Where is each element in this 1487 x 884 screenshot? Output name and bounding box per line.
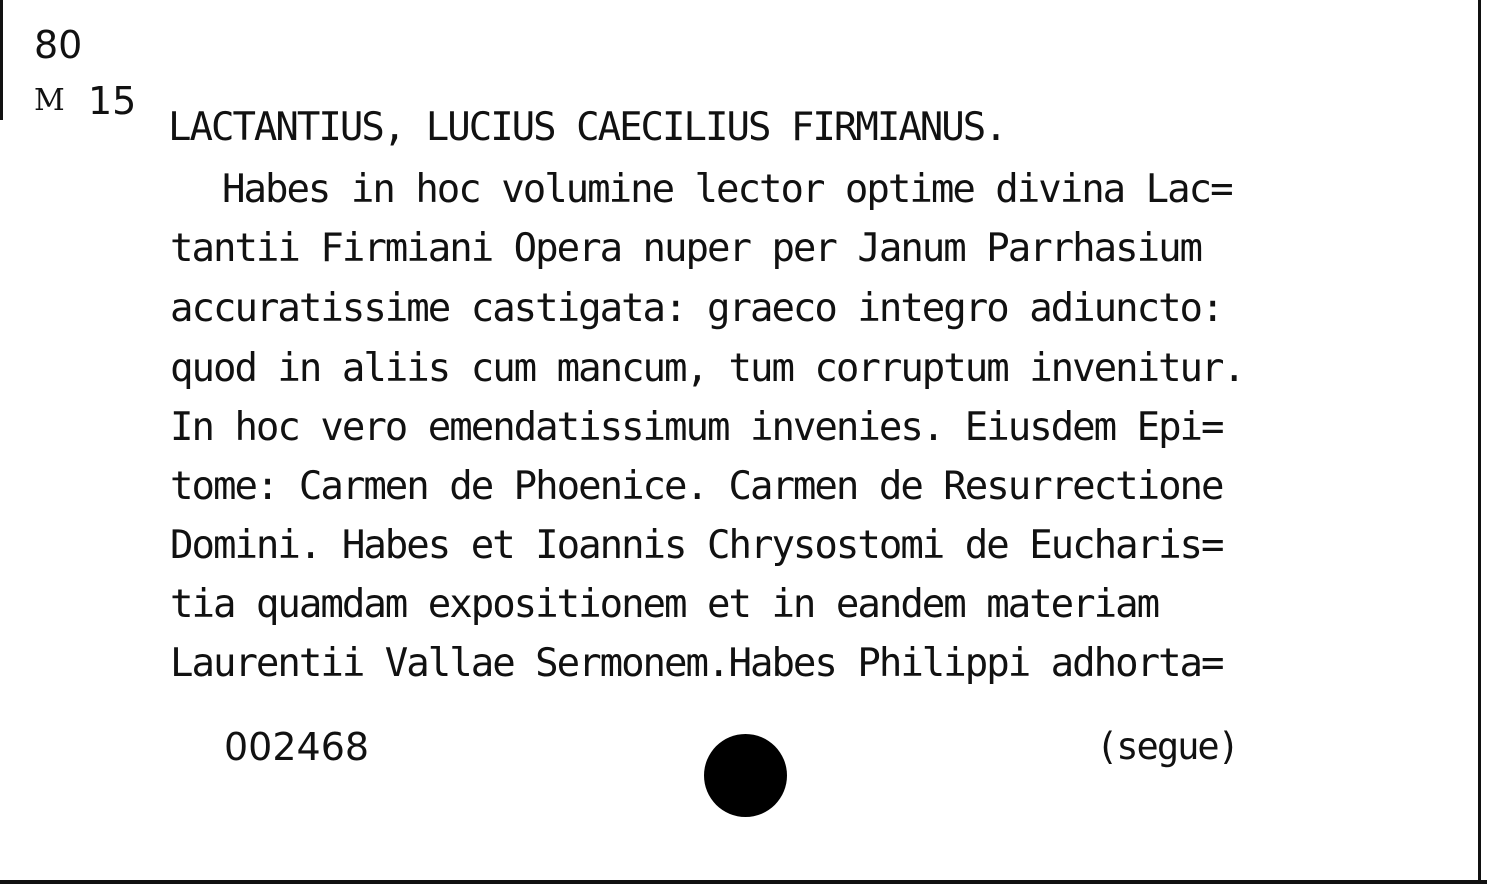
title-line: Laurentii Vallae Sermonem.Habes Philippi adhorta= (170, 641, 1223, 686)
card-number: 002468 (224, 725, 370, 769)
card-edge-left (0, 0, 3, 120)
card-edge-bottom (0, 880, 1487, 884)
shelfmark-number: 15 (88, 79, 137, 123)
title-line: tome: Carmen de Phoenice. Carmen de Resurrectione (170, 464, 1223, 509)
title-line: accuratissime castigata: graeco integro adiuncto: (170, 286, 1223, 331)
title-line: quod in aliis cum mancum, tum corruptum invenitur. (170, 346, 1244, 391)
shelfmark-prefix: M (34, 83, 65, 118)
shelfmark-line-1: 80 (34, 23, 83, 67)
title-line: Habes in hoc volumine lector optime divina Lac= (222, 167, 1232, 212)
title-line: tia quamdam expositionem et in eandem materiam (170, 582, 1159, 627)
card-edge-right (1478, 0, 1481, 884)
title-line: In hoc vero emendatissimum invenies. Eiusdem Epi= (170, 405, 1223, 450)
punch-hole (704, 734, 787, 817)
title-line: tantii Firmiani Opera nuper per Janum Parrhasium (170, 226, 1202, 271)
author-heading: LACTANTIUS, LUCIUS CAECILIUS FIRMIANUS. (168, 105, 1006, 150)
title-line: Domini. Habes et Ioannis Chrysostomi de Eucharis= (170, 523, 1223, 568)
continuation-note: (segue) (1096, 725, 1238, 768)
